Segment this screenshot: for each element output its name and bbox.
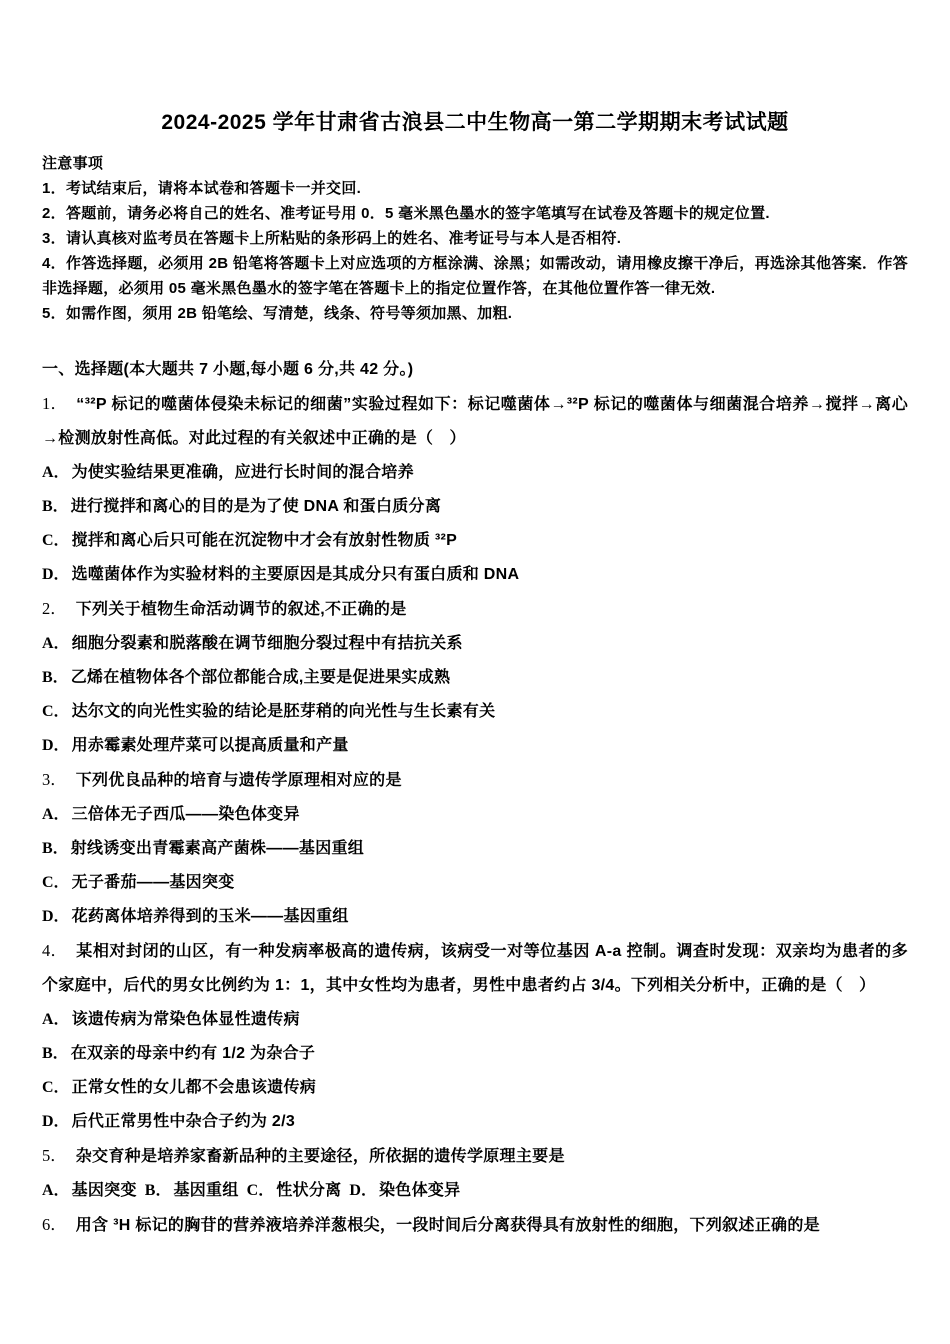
option-label: A． — [42, 635, 70, 652]
option-label: D． — [42, 737, 70, 754]
question-2-option-c — [42, 695, 908, 729]
question-2-stem — [42, 592, 908, 627]
option-text: 无子番茄——基因突变 — [71, 874, 235, 891]
option-label: A． — [42, 806, 70, 823]
question-3-stem — [42, 763, 908, 798]
question-2-number: 2． — [42, 599, 67, 618]
option-text: 细胞分裂素和脱落酸在调节细胞分裂过程中有拮抗关系 — [71, 635, 463, 652]
question-4-option-d — [42, 1105, 908, 1139]
option-label: D． — [42, 1113, 70, 1130]
option-text: 用赤霉素处理芹菜可以提高质量和产量 — [71, 737, 349, 754]
question-6-number: 6． — [42, 1215, 67, 1234]
question-5-option-b — [145, 1182, 239, 1199]
option-text: 选噬菌体作为实验材料的主要原因是其成分只有蛋白质和 DNA — [71, 566, 520, 583]
option-label: B． — [42, 840, 69, 857]
question-1-option-c — [42, 524, 908, 558]
option-text: 达尔文的向光性实验的结论是胚芽稍的向光性与生长素有关 — [71, 703, 496, 720]
option-text: 乙烯在植物体各个部位都能合成,主要是促进果实成熟 — [70, 669, 451, 686]
option-text: 花药离体培养得到的玉米——基因重组 — [71, 908, 349, 925]
notice-item-5: 5．如需作图，须用 2B 铅笔绘、写清楚，线条、符号等须加黑、加粗. — [42, 305, 513, 322]
question-1-text: “³²P 标记的噬菌体侵染未标记的细菌”实验过程如下：标记噬菌体→³²P 标记的噬菌体与细菌混合培养→搅拌→离心→检测放射性高低。对此过程的有关叙述中正确的是（ ） — [42, 396, 908, 447]
question-6-text: 用含 ³H 标记的胸苷的营养液培养洋葱根尖，一段时间后分离获得具有放射性的细胞，下列叙述正确的是 — [75, 1217, 820, 1234]
option-label: C． — [246, 1182, 275, 1199]
option-text: 在双亲的母亲中约有 1/2 为杂合子 — [70, 1045, 316, 1062]
question-4-text: 某相对封闭的山区，有一种发病率极高的遗传病，该病受一对等位基因 A-a 控制。调查时发现：双亲均为患者的多个家庭中，后代的男女比例约为 1：1，其中女性均为患者，男性中患者约占 3/4。下列相关分析中，正确的是（ ） — [42, 943, 909, 994]
notice-item-3: 3．请认真核对监考员在答题卡上所粘贴的条形码上的姓名、准考证号与本人是否相符. — [42, 230, 622, 247]
question-3-number: 3． — [42, 770, 67, 789]
question-5 — [42, 1139, 908, 1208]
question-5-option-a — [42, 1182, 137, 1199]
question-2-option-a — [42, 627, 908, 661]
question-3 — [42, 763, 908, 934]
option-label: D． — [349, 1182, 377, 1199]
question-1 — [42, 387, 908, 592]
question-5-options-line — [42, 1174, 908, 1208]
option-label: C． — [42, 532, 70, 549]
question-3-option-b — [42, 832, 908, 866]
option-text: 进行搅拌和离心的目的是为了使 DNA 和蛋白质分离 — [70, 498, 442, 515]
question-1-option-a — [42, 456, 908, 490]
option-text: 基因突变 — [71, 1182, 137, 1199]
question-4 — [42, 934, 908, 1139]
option-label: A． — [42, 464, 70, 481]
question-6 — [42, 1208, 908, 1243]
question-3-option-c — [42, 866, 908, 900]
question-1-option-d — [42, 558, 908, 592]
notice-heading: 注意事项 — [42, 155, 104, 172]
option-label: C． — [42, 1079, 70, 1096]
question-2 — [42, 592, 908, 763]
option-label: D． — [42, 908, 70, 925]
question-2-text: 下列关于植物生命活动调节的叙述,不正确的是 — [75, 601, 407, 618]
question-4-option-c — [42, 1071, 908, 1105]
option-text: 该遗传病为常染色体显性遗传病 — [71, 1011, 300, 1028]
question-2-option-d — [42, 729, 908, 763]
question-5-option-c — [247, 1182, 342, 1199]
question-2-option-b — [42, 661, 908, 695]
option-label: C． — [42, 703, 70, 720]
questions-area — [42, 387, 908, 1243]
page-title: 2024-2025 学年甘肃省古浪县二中生物高一第二学期期末考试试题 — [161, 111, 789, 134]
option-label: B． — [144, 1182, 172, 1199]
option-text: 射线诱变出青霉素高产菌株——基因重组 — [70, 840, 365, 857]
option-text: 三倍体无子西瓜——染色体变异 — [71, 806, 300, 823]
notice-section — [42, 151, 908, 326]
question-4-number: 4． — [42, 941, 68, 960]
option-label: D． — [42, 566, 70, 583]
question-6-stem — [42, 1208, 908, 1243]
option-text: 为使实验结果更准确，应进行长时间的混合培养 — [71, 464, 414, 481]
question-3-text: 下列优良品种的培育与遗传学原理相对应的是 — [75, 772, 402, 789]
option-label: C． — [42, 874, 70, 891]
section-header: 一、选择题(本大题共 7 小题,每小题 6 分,共 42 分。) — [42, 361, 414, 378]
question-5-stem — [42, 1139, 908, 1174]
option-text: 性状分离 — [276, 1182, 342, 1199]
option-label: B． — [42, 1045, 69, 1062]
question-4-option-a — [42, 1003, 908, 1037]
option-text: 正常女性的女儿都不会患该遗传病 — [71, 1079, 317, 1096]
option-label: B． — [42, 498, 69, 515]
question-5-option-d — [349, 1182, 460, 1199]
option-label: A． — [42, 1182, 70, 1199]
option-label: B． — [42, 669, 69, 686]
question-4-option-b — [42, 1037, 908, 1071]
option-text: 基因重组 — [173, 1182, 239, 1199]
question-5-number: 5． — [42, 1146, 67, 1165]
option-text: 染色体变异 — [378, 1182, 461, 1199]
question-4-stem — [42, 934, 908, 1003]
question-1-option-b — [42, 490, 908, 524]
question-1-stem — [42, 387, 908, 456]
question-1-number: 1． — [42, 394, 68, 413]
option-label: A． — [42, 1011, 70, 1028]
question-3-option-a — [42, 798, 908, 832]
question-5-text: 杂交育种是培养家畜新品种的主要途径，所依据的遗传学原理主要是 — [75, 1148, 565, 1165]
notice-item-1: 1．考试结束后，请将本试卷和答题卡一并交回. — [42, 180, 362, 197]
question-3-option-d — [42, 900, 908, 934]
option-text: 后代正常男性中杂合子约为 2/3 — [71, 1113, 296, 1130]
notice-item-2: 2．答题前，请务必将自己的姓名、准考证号用 0．5 毫米黑色墨水的签字笔填写在试卷及答题卡的规定位置. — [42, 205, 770, 222]
option-text: 搅拌和离心后只可能在沉淀物中才会有放射性物质 ³²P — [71, 532, 458, 549]
notice-item-4: 4．作答选择题，必须用 2B 铅笔将答题卡上对应选项的方框涂满、涂黑；如需改动，请用橡皮擦干净后，再选涂其他答案．作答非选择题，必须用 05 毫米黑色墨水的签字笔在答题卡上的指定位置作答，在其他位置作答一律无效. — [42, 255, 908, 297]
